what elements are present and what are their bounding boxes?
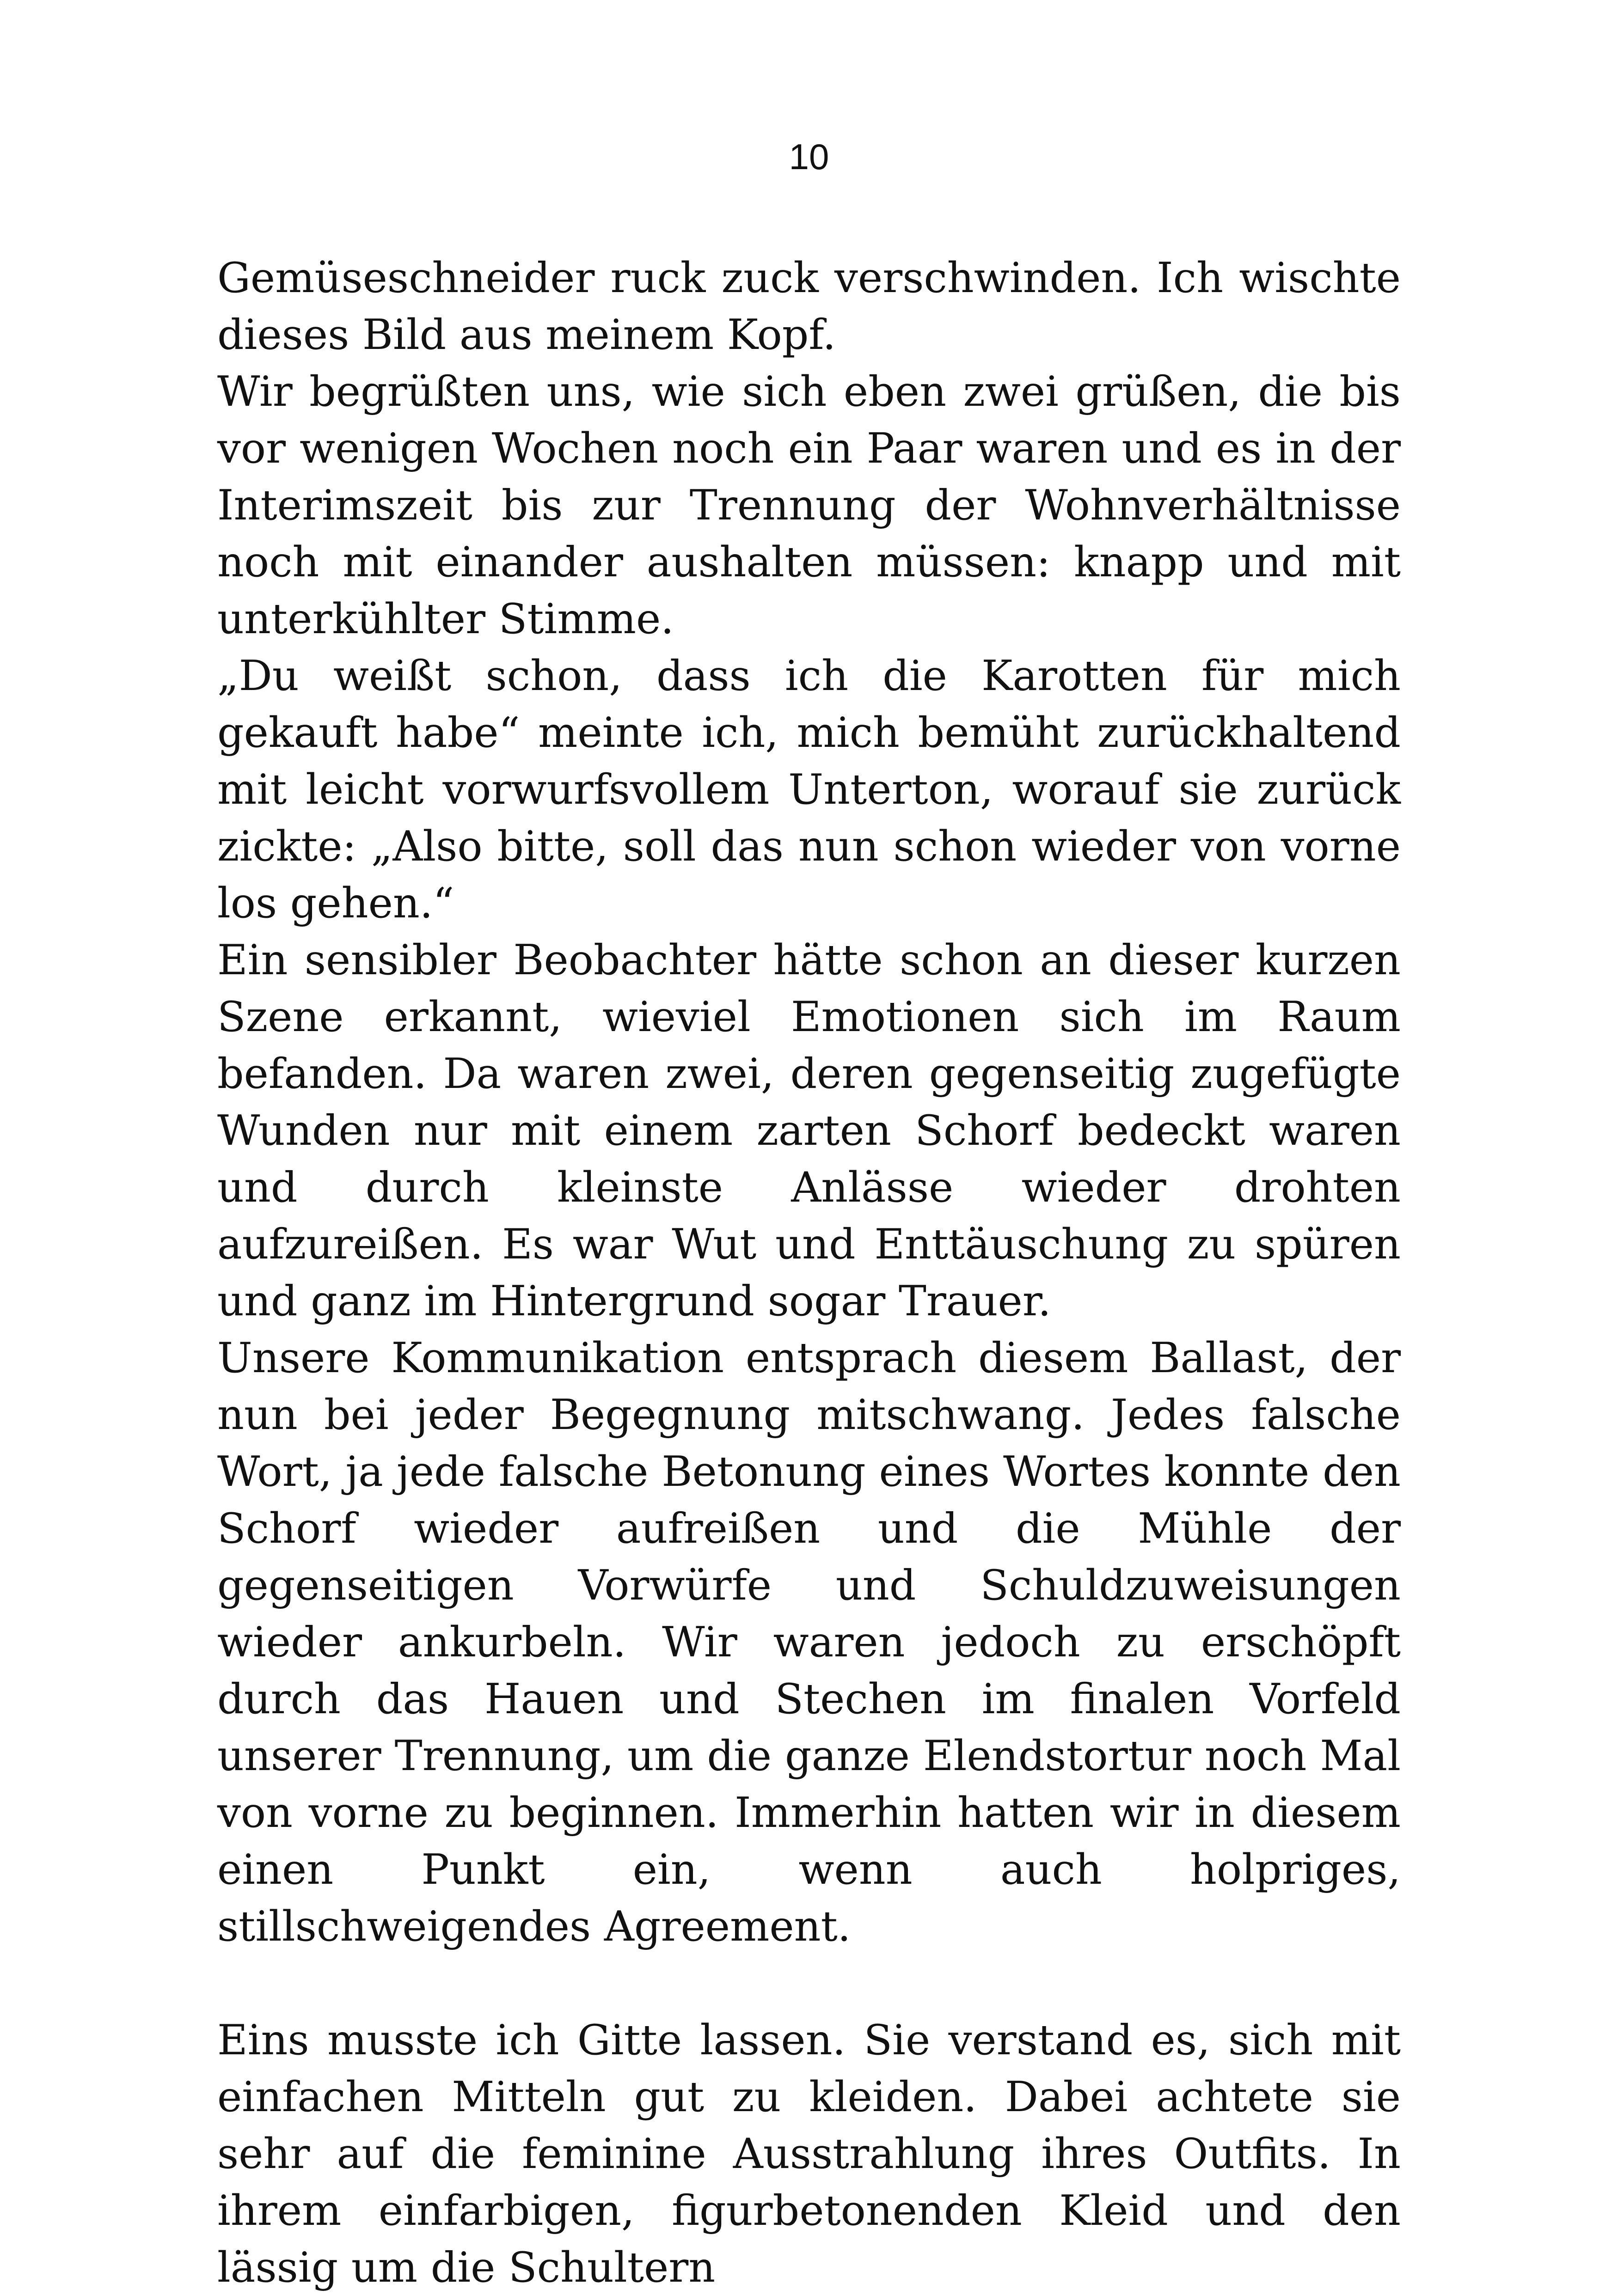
paragraph-2: Wir begrüßten uns, wie sich eben zwei grüßen, die bis vor wenigen Wochen noch ein Paar waren und es in der Interimszeit bis zur Trennung der Wohnverhältnisse noch mit einander aushalten müssen: knapp und mit unterkühlter Stimme. [217, 367, 1401, 643]
paragraph-6: Eins musste ich Gitte lassen. Sie verstand es, sich mit einfachen Mitteln gut zu kleiden. Dabei achtete sie sehr auf die feminine Ausstrahlung ihres Outfits. In ihrem einfarbigen, figurbetonenden Kleid und den lässig um die Schultern [217, 2016, 1401, 2292]
body-text [217, 250, 1401, 2296]
paragraph-3: „Du weißt schon, dass ich die Karotten für mich gekauft habe“ meinte ich, mich bemüht zurückhaltend mit leicht vorwurfsvollem Unterton, worauf sie zurück zickte: „Also bitte, soll das nun schon wieder von vorne los gehen.“ [217, 652, 1401, 928]
page-number: 10 [789, 136, 829, 177]
paragraph-1: Gemüseschneider ruck zuck verschwinden. Ich wischte dieses Bild aus meinem Kopf. [217, 254, 1401, 359]
paragraph-4: Ein sensibler Beobachter hätte schon an dieser kurzen Szene erkannt, wieviel Emotionen sich im Raum befanden. Da waren zwei, deren gegenseitig zugefügte Wunden nur mit einem zarten Schorf bedeckt waren und durch kleinste Anlässe wieder drohten aufzureißen. Es war Wut und Enttäuschung zu spüren und ganz im Hintergrund sogar Trauer. [217, 936, 1401, 1325]
paragraph-5: Unsere Kommunikation entsprach diesem Ballast, der nun bei jeder Begegnung mitschwang. Jedes falsche Wort, ja jede falsche Betonung eines Wortes konnte den Schorf wieder aufreißen und die Mühle der gegenseitigen Vorwürfe und Schuldzuweisungen wieder ankurbeln. Wir waren jedoch zu erschöpft durch das Hauen und Stechen im finalen Vorfeld unserer Trennung, um die ganze Elendstortur noch Mal von vorne zu beginnen. Immerhin hatten wir in diesem einen Punkt ein, wenn auch holpriges, stillschweigendes Agreement. [217, 1334, 1401, 1951]
